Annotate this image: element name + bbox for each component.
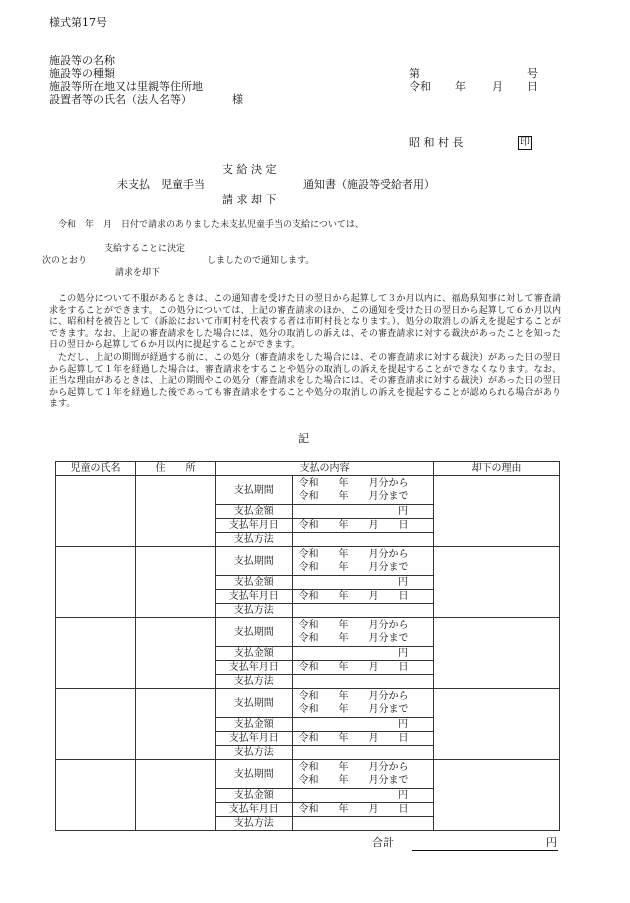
title-rejection: 請 求 却 下 bbox=[222, 193, 277, 206]
amount-label: 支払金額 bbox=[216, 718, 292, 732]
doc-number-suffix: 号 bbox=[527, 67, 538, 80]
total-unit: 円 bbox=[546, 836, 557, 849]
yen-unit: 円 bbox=[398, 719, 408, 730]
child-name-cell[interactable] bbox=[56, 547, 136, 618]
payment-content-cell bbox=[216, 618, 434, 689]
result-tail: しましたので通知します。 bbox=[207, 256, 315, 266]
yen-unit: 円 bbox=[398, 577, 408, 588]
amount-value[interactable] bbox=[292, 647, 433, 661]
yen-unit: 円 bbox=[398, 790, 408, 801]
amount-label: 支払金額 bbox=[216, 647, 292, 661]
address-cell[interactable] bbox=[136, 618, 216, 689]
period-to: 令和 年 月分まで bbox=[298, 562, 409, 573]
date-month: 月 bbox=[492, 80, 503, 93]
period-from: 令和 年 月分から bbox=[298, 691, 409, 702]
doc-number-prefix: 第 bbox=[409, 67, 420, 80]
period-label: 支払期間 bbox=[216, 476, 292, 505]
child-name-cell[interactable] bbox=[56, 476, 136, 547]
pay-date-value[interactable]: 令和 年 月 日 bbox=[292, 519, 433, 533]
table-row bbox=[56, 547, 560, 618]
payment-content-cell bbox=[216, 689, 434, 760]
payment-detail bbox=[216, 760, 433, 830]
ki-heading: 記 bbox=[298, 432, 309, 445]
intro-text: 令和 年 月 日付で請求のありました未支払児童手当の支給については、 bbox=[58, 220, 364, 230]
guardian-name-label: 設置者等の氏名（法人名等） bbox=[49, 93, 192, 106]
pay-date-value[interactable]: 令和 年 月 日 bbox=[292, 732, 433, 746]
period-to: 令和 年 月分まで bbox=[298, 491, 409, 502]
issuer-title: 昭 和 村 長 bbox=[409, 136, 464, 149]
result-option-reject: 請求を却下 bbox=[115, 268, 161, 278]
form-number: 様式第17号 bbox=[49, 16, 107, 29]
method-label: 支払方法 bbox=[216, 746, 292, 760]
facility-address-label: 施設等所在地又は里親等住所地 bbox=[49, 80, 203, 93]
facility-type-label: 施設等の種類 bbox=[49, 67, 115, 80]
amount-label: 支払金額 bbox=[216, 789, 292, 803]
period-label: 支払期間 bbox=[216, 618, 292, 647]
date-day: 日 bbox=[527, 80, 538, 93]
method-value[interactable] bbox=[292, 675, 433, 689]
payment-detail bbox=[216, 476, 433, 546]
period-value[interactable] bbox=[292, 689, 433, 718]
period-label: 支払期間 bbox=[216, 760, 292, 789]
child-name-cell[interactable] bbox=[56, 760, 136, 831]
payment-content-cell bbox=[216, 547, 434, 618]
period-to: 令和 年 月分まで bbox=[298, 633, 409, 644]
pay-date-label: 支払年月日 bbox=[216, 590, 292, 604]
amount-value[interactable] bbox=[292, 576, 433, 590]
period-from: 令和 年 月分から bbox=[298, 478, 409, 489]
payment-content-cell bbox=[216, 476, 434, 547]
method-value[interactable] bbox=[292, 817, 433, 831]
payment-table bbox=[55, 461, 560, 831]
address-cell[interactable] bbox=[136, 476, 216, 547]
total-label: 合計 bbox=[372, 836, 394, 849]
child-name-cell[interactable] bbox=[56, 618, 136, 689]
pay-date-label: 支払年月日 bbox=[216, 732, 292, 746]
rejection-reason-cell[interactable] bbox=[434, 618, 560, 689]
table-row bbox=[56, 689, 560, 760]
yen-unit: 円 bbox=[398, 506, 408, 517]
pay-date-label: 支払年月日 bbox=[216, 519, 292, 533]
title-prefix: 未支払 児童手当 bbox=[117, 178, 205, 191]
method-label: 支払方法 bbox=[216, 817, 292, 831]
period-label: 支払期間 bbox=[216, 547, 292, 576]
title-decision: 支 給 決 定 bbox=[222, 163, 277, 176]
period-label: 支払期間 bbox=[216, 689, 292, 718]
pay-date-label: 支払年月日 bbox=[216, 661, 292, 675]
rejection-reason-cell[interactable] bbox=[434, 476, 560, 547]
facility-name-label: 施設等の名称 bbox=[49, 54, 115, 67]
title-suffix: 通知書（施設等受給者用） bbox=[303, 178, 435, 191]
payment-detail bbox=[216, 618, 433, 688]
amount-value[interactable] bbox=[292, 789, 433, 803]
period-from: 令和 年 月分から bbox=[298, 762, 409, 773]
period-to: 令和 年 月分まで bbox=[298, 704, 409, 715]
result-lead: 次のとおり bbox=[42, 256, 88, 266]
pay-date-label: 支払年月日 bbox=[216, 803, 292, 817]
result-option-decide: 支給することに決定 bbox=[104, 244, 186, 254]
total-input-line[interactable] bbox=[412, 850, 558, 851]
date-era: 令和 bbox=[409, 80, 431, 93]
rejection-reason-cell[interactable] bbox=[434, 547, 560, 618]
period-value[interactable] bbox=[292, 476, 433, 505]
period-value[interactable] bbox=[292, 618, 433, 647]
header-rejection-reason: 却下の理由 bbox=[434, 462, 560, 476]
period-to: 令和 年 月分まで bbox=[298, 775, 409, 786]
yen-unit: 円 bbox=[398, 648, 408, 659]
period-value[interactable] bbox=[292, 760, 433, 789]
method-label: 支払方法 bbox=[216, 675, 292, 689]
address-cell[interactable] bbox=[136, 547, 216, 618]
method-value[interactable] bbox=[292, 533, 433, 547]
method-label: 支払方法 bbox=[216, 604, 292, 618]
honorific: 様 bbox=[232, 93, 243, 106]
table-row bbox=[56, 760, 560, 831]
table-row bbox=[56, 618, 560, 689]
pay-date-value[interactable]: 令和 年 月 日 bbox=[292, 803, 433, 817]
period-value[interactable] bbox=[292, 547, 433, 576]
amount-label: 支払金額 bbox=[216, 505, 292, 519]
address-cell[interactable] bbox=[136, 760, 216, 831]
date-year: 年 bbox=[455, 80, 466, 93]
pay-date-value[interactable]: 令和 年 月 日 bbox=[292, 590, 433, 604]
method-value[interactable] bbox=[292, 604, 433, 618]
method-label: 支払方法 bbox=[216, 533, 292, 547]
header-child-name: 児童の氏名 bbox=[56, 462, 136, 476]
table-row bbox=[56, 476, 560, 547]
seal-stamp: 印 bbox=[520, 137, 530, 148]
pay-date-value[interactable]: 令和 年 月 日 bbox=[292, 661, 433, 675]
payment-detail bbox=[216, 689, 433, 759]
notice-paragraph-1: この処分について不服があるときは、この通知書を受けた日の翌日から起算して３か月以内に、福島県知事に対して審査請求をすることができます。この処分については、上記の審査請求のほか、この通知を受けた日の翌日から起算して６か月以内に、昭和村を被告として（訴訟において市町村を代表する者は市町村長となります。）、処分の取消しの訴えを提起することができます。なお、上記の審査請求をした場合には、処分の取消しの訴えは、その審査請求に対する裁決があったことを知った日の翌日から起算して６か月以内に提起することができます。 bbox=[49, 294, 561, 351]
rejection-reason-cell[interactable] bbox=[434, 689, 560, 760]
amount-value[interactable] bbox=[292, 505, 433, 519]
child-name-cell[interactable] bbox=[56, 689, 136, 760]
amount-label: 支払金額 bbox=[216, 576, 292, 590]
rejection-reason-cell[interactable] bbox=[434, 760, 560, 831]
header-address: 住 所 bbox=[136, 462, 216, 476]
method-value[interactable] bbox=[292, 746, 433, 760]
period-from: 令和 年 月分から bbox=[298, 549, 409, 560]
amount-value[interactable] bbox=[292, 718, 433, 732]
payment-content-cell bbox=[216, 760, 434, 831]
period-from: 令和 年 月分から bbox=[298, 620, 409, 631]
notice-paragraph-2: ただし、上記の期間が経過する前に、この処分（審査請求をした場合には、その審査請求に対する裁決）があった日の翌日から起算して１年を経過した場合は、審査請求をすることや処分の取消しの訴えを提起することができなくなります。なお、正当な理由があるときは、上記の期間やこの処分（審査請求をした場合には、その審査請求に対する裁決）があった日の翌日から起算して１年を経過した後であっても審査請求をすることや処分の取消しの訴えを提起することが認められる場合があります。 bbox=[49, 353, 561, 410]
payment-detail bbox=[216, 547, 433, 617]
address-cell[interactable] bbox=[136, 689, 216, 760]
header-payment-content: 支払の内容 bbox=[216, 462, 434, 476]
